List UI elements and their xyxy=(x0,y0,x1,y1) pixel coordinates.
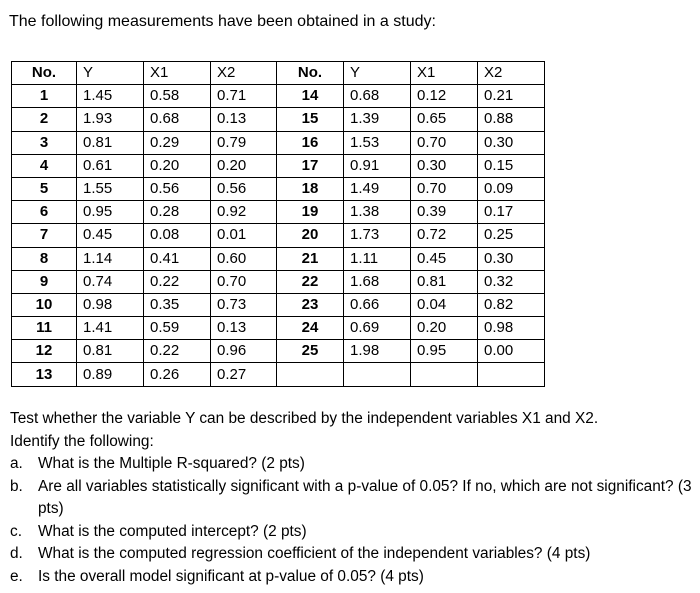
value-cell: 0.79 xyxy=(211,131,277,154)
table-row xyxy=(12,247,545,270)
table-row xyxy=(12,293,545,316)
value-cell: 0.01 xyxy=(211,224,277,247)
value-cell: 0.17 xyxy=(478,201,545,224)
value-cell: 0.30 xyxy=(478,247,545,270)
value-cell: 0.95 xyxy=(77,201,144,224)
value-cell: 0.72 xyxy=(411,224,478,247)
row-number-cell: 4 xyxy=(12,154,77,177)
row-number-cell: 20 xyxy=(277,224,344,247)
task-line-1: Test whether the variable Y can be described by the independent variables X1 and X2. xyxy=(10,410,599,427)
value-cell: 0.09 xyxy=(478,177,545,200)
value-cell: 0.39 xyxy=(411,201,478,224)
value-cell: 0.22 xyxy=(144,270,211,293)
question-item xyxy=(10,566,696,589)
value-cell: 1.41 xyxy=(77,317,144,340)
table-row xyxy=(12,340,545,363)
value-cell: 1.98 xyxy=(344,340,411,363)
value-cell: 0.59 xyxy=(144,317,211,340)
table-row xyxy=(12,201,545,224)
value-cell: 0.30 xyxy=(411,154,478,177)
value-cell: 0.69 xyxy=(344,317,411,340)
value-cell: 0.12 xyxy=(411,85,478,108)
row-number-cell: 22 xyxy=(277,270,344,293)
table-row xyxy=(12,131,545,154)
row-number-cell: 13 xyxy=(12,363,77,386)
row-number-cell: 17 xyxy=(277,154,344,177)
row-number-cell: 14 xyxy=(277,85,344,108)
value-cell: 0.60 xyxy=(211,247,277,270)
question-letter: c. xyxy=(10,522,22,540)
value-cell: 0.66 xyxy=(344,293,411,316)
row-number-cell: 2 xyxy=(12,108,77,131)
table-header-row xyxy=(12,62,545,85)
row-number-cell: 16 xyxy=(277,131,344,154)
row-number-cell: 8 xyxy=(12,247,77,270)
question-item xyxy=(10,543,696,566)
value-cell: 0.56 xyxy=(144,177,211,200)
task-line-2: Identify the following: xyxy=(10,432,154,450)
value-cell: 1.49 xyxy=(344,177,411,200)
row-number-cell: 15 xyxy=(277,108,344,131)
value-cell: 0.13 xyxy=(211,108,277,131)
value-cell: 0.56 xyxy=(211,177,277,200)
value-cell: 0.81 xyxy=(77,340,144,363)
value-cell: 0.95 xyxy=(411,340,478,363)
table-row xyxy=(12,317,545,340)
value-cell: 0.20 xyxy=(211,154,277,177)
value-cell: 1.14 xyxy=(77,247,144,270)
value-cell: 0.41 xyxy=(144,247,211,270)
question-text: Is the overall model significant at p-value of 0.05? (4 pts) xyxy=(38,567,424,585)
value-cell: 0.45 xyxy=(77,224,144,247)
value-cell: 0.22 xyxy=(144,340,211,363)
value-cell: 0.70 xyxy=(411,177,478,200)
value-cell: 1.73 xyxy=(344,224,411,247)
question-text: What is the computed intercept? (2 pts) xyxy=(38,522,307,540)
col-header-no-2: No. xyxy=(277,62,344,85)
question-item xyxy=(10,476,696,521)
question-letter: a. xyxy=(10,455,23,472)
value-cell: 0.98 xyxy=(478,317,545,340)
question-letter: e. xyxy=(10,567,23,585)
value-cell: 0.08 xyxy=(144,224,211,247)
row-number-cell: 7 xyxy=(12,224,77,247)
col-header-no: No. xyxy=(12,62,77,85)
value-cell: 0.27 xyxy=(211,363,277,386)
value-cell: 0.21 xyxy=(478,85,545,108)
value-cell: 0.00 xyxy=(478,340,545,363)
question-letter: d. xyxy=(10,545,23,562)
row-number-cell: 11 xyxy=(12,317,77,340)
col-header-y: Y xyxy=(77,62,144,85)
value-cell: 0.26 xyxy=(144,363,211,386)
value-cell: 0.82 xyxy=(478,293,545,316)
table-row xyxy=(12,154,545,177)
row-number-cell: 3 xyxy=(12,131,77,154)
value-cell: 1.39 xyxy=(344,108,411,131)
value-cell: 0.30 xyxy=(478,131,545,154)
question-item xyxy=(10,521,696,544)
value-cell: 0.70 xyxy=(211,270,277,293)
row-number-cell: 19 xyxy=(277,201,344,224)
row-number-cell: 9 xyxy=(12,270,77,293)
row-number-cell: 1 xyxy=(12,85,77,108)
value-cell: 0.88 xyxy=(478,108,545,131)
row-number-cell: 6 xyxy=(12,201,77,224)
col-header-x2: X2 xyxy=(211,62,277,85)
question-text: What is the Multiple R-squared? (2 pts) xyxy=(38,455,305,472)
value-cell: 1.38 xyxy=(344,201,411,224)
value-cell: 0.91 xyxy=(344,154,411,177)
value-cell: 0.71 xyxy=(211,85,277,108)
row-number-cell: 18 xyxy=(277,177,344,200)
table-row xyxy=(12,177,545,200)
value-cell: 0.96 xyxy=(211,340,277,363)
table-row xyxy=(12,85,545,108)
value-cell xyxy=(478,363,545,386)
table-row xyxy=(12,108,545,131)
value-cell: 0.15 xyxy=(478,154,545,177)
value-cell: 1.53 xyxy=(344,131,411,154)
measurements-table xyxy=(11,61,545,387)
value-cell: 0.28 xyxy=(144,201,211,224)
table-row xyxy=(12,363,545,386)
question-letter: b. xyxy=(10,477,23,495)
value-cell: 0.13 xyxy=(211,317,277,340)
value-cell: 0.81 xyxy=(77,131,144,154)
col-header-x1: X1 xyxy=(144,62,211,85)
col-header-x2-2: X2 xyxy=(478,62,545,85)
value-cell: 0.45 xyxy=(411,247,478,270)
intro-text: The following measurements have been obtained in a study: xyxy=(9,13,436,30)
value-cell: 0.04 xyxy=(411,293,478,316)
value-cell: 1.93 xyxy=(77,108,144,131)
question-text: Are all variables statistically significant with a p-value of 0.05? If no, which are not significant? (3 pts) xyxy=(38,477,692,517)
value-cell xyxy=(411,363,478,386)
row-number-cell: 23 xyxy=(277,293,344,316)
value-cell: 0.20 xyxy=(411,317,478,340)
value-cell: 0.70 xyxy=(411,131,478,154)
value-cell: 0.98 xyxy=(77,293,144,316)
value-cell: 0.61 xyxy=(77,154,144,177)
col-header-y-2: Y xyxy=(344,62,411,85)
row-number-cell: 10 xyxy=(12,293,77,316)
value-cell: 0.81 xyxy=(411,270,478,293)
question-text: What is the computed regression coefficient of the independent variables? (4 pts) xyxy=(38,545,591,562)
value-cell: 0.29 xyxy=(144,131,211,154)
value-cell: 0.73 xyxy=(211,293,277,316)
row-number-cell: 5 xyxy=(12,177,77,200)
value-cell: 1.55 xyxy=(77,177,144,200)
value-cell xyxy=(344,363,411,386)
table-row xyxy=(12,224,545,247)
value-cell: 1.11 xyxy=(344,247,411,270)
value-cell: 0.25 xyxy=(478,224,545,247)
col-header-x1-2: X1 xyxy=(411,62,478,85)
value-cell: 0.35 xyxy=(144,293,211,316)
row-number-cell: 21 xyxy=(277,247,344,270)
value-cell: 0.68 xyxy=(344,85,411,108)
value-cell: 0.92 xyxy=(211,201,277,224)
value-cell: 0.58 xyxy=(144,85,211,108)
value-cell: 1.45 xyxy=(77,85,144,108)
value-cell: 0.32 xyxy=(478,270,545,293)
question-item xyxy=(10,453,696,476)
value-cell: 0.65 xyxy=(411,108,478,131)
row-number-cell: 25 xyxy=(277,340,344,363)
value-cell: 0.68 xyxy=(144,108,211,131)
value-cell: 0.74 xyxy=(77,270,144,293)
row-number-cell xyxy=(277,363,344,386)
value-cell: 0.20 xyxy=(144,154,211,177)
value-cell: 1.68 xyxy=(344,270,411,293)
row-number-cell: 24 xyxy=(277,317,344,340)
task-block xyxy=(10,408,696,588)
row-number-cell: 12 xyxy=(12,340,77,363)
table-row xyxy=(12,270,545,293)
value-cell: 0.89 xyxy=(77,363,144,386)
